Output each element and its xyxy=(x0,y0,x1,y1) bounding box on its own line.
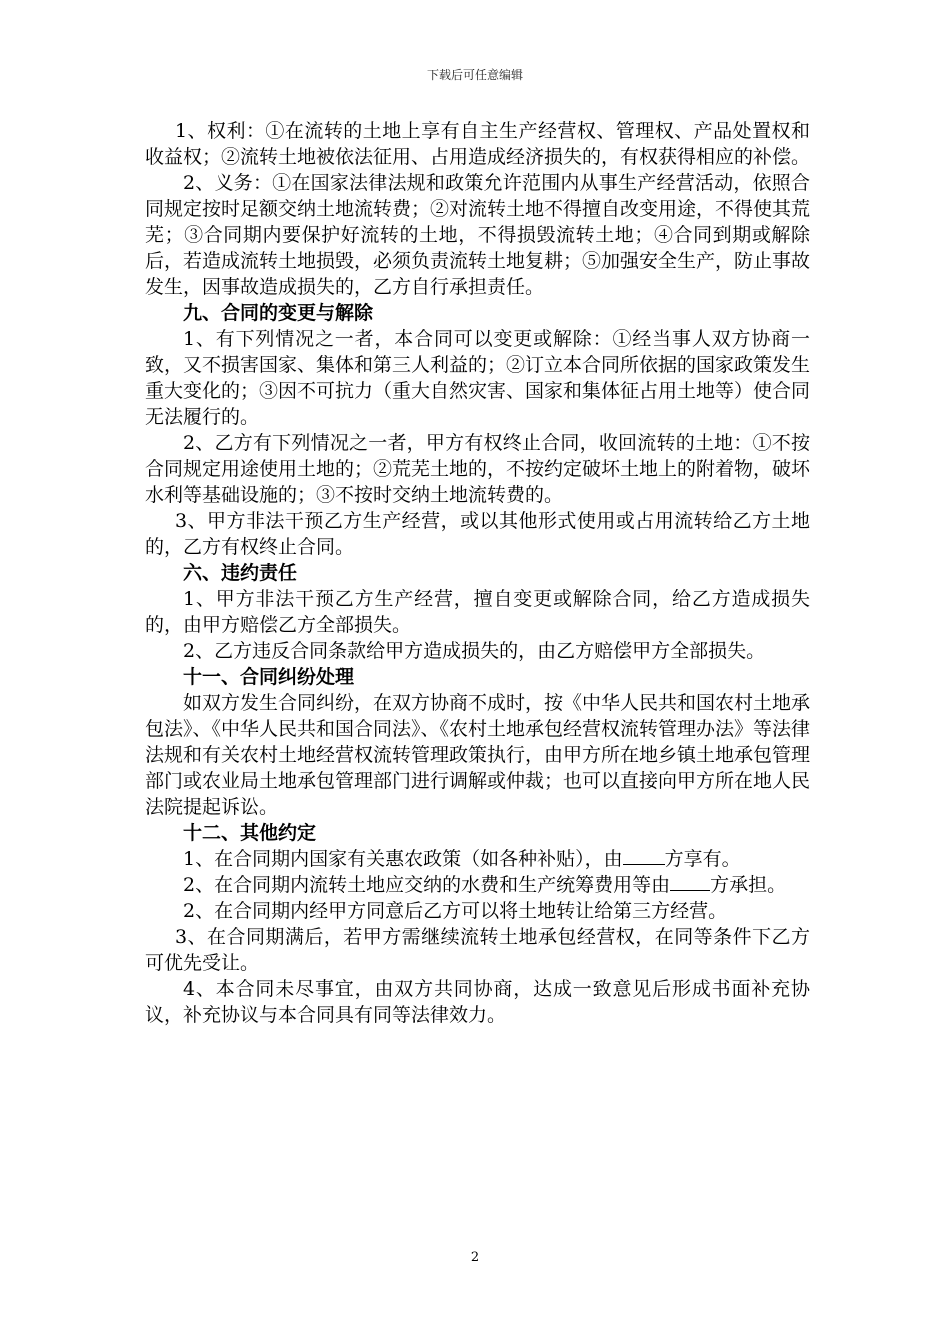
text-part: 1、在合同期内国家有关惠农政策（如各种补贴），由 xyxy=(183,848,623,870)
text-part: 2、在合同期内流转土地应交纳的水费和生产统筹费用等由 xyxy=(183,874,671,896)
paragraph-change-1: 1、有下列情况之一者，本合同可以变更或解除：①经当事人双方协商一致，又不损害国家、集体和第三人利益的；②订立本合同所依据的国家政策发生重大变化的；③因不可抗力（重大自然灾害、国家和集体征占用土地等）使合同无法履行的。 xyxy=(145,328,811,428)
paragraph-change-3: 3、甲方非法干预乙方生产经营，或以其他形式使用或占用流转给乙方土地的，乙方有权终止合同。 xyxy=(145,510,810,558)
section-heading-9: 九、合同的变更与解除 xyxy=(183,302,374,324)
paragraph-change-2: 2、乙方有下列情况之一者，甲方有权终止合同，收回流转的土地：①不按合同规定用途使用土地的；②荒芜土地的，不按约定破坏土地上的附着物，破坏水利等基础设施的；③不按时交纳土地流转费的。 xyxy=(145,432,811,506)
paragraph-other-3: 2、在合同期内经甲方同意后乙方可以将土地转让给第三方经营。 xyxy=(183,900,728,922)
paragraph-other-5: 4、本合同未尽事宜，由双方共同协商，达成一致意见后形成书面补充协议，补充协议与本合同具有同等法律效力。 xyxy=(145,978,810,1026)
blank-line xyxy=(623,846,665,865)
text-part: 方享有。 xyxy=(664,848,741,870)
text-part: 方承担。 xyxy=(710,874,787,896)
page-header: 下载后可任意编辑 xyxy=(426,68,523,82)
section-heading-12: 十二、其他约定 xyxy=(183,822,317,844)
paragraph-liability-2: 2、乙方违反合同条款给甲方造成损失的，由乙方赔偿甲方全部损失。 xyxy=(183,640,766,662)
paragraph-rights: 1、权利：①在流转的土地上享有自主生产经营权、管理权、产品处置权和收益权；②流转土地被依法征用、占用造成经济损失的，有权获得相应的补偿。 xyxy=(145,120,811,168)
section-heading-liability: 六、违约责任 xyxy=(183,562,298,584)
blank-line xyxy=(670,872,710,891)
document-body xyxy=(145,118,810,1028)
paragraph-other-1 xyxy=(145,846,810,872)
paragraph-liability-1: 1、甲方非法干预乙方生产经营，擅自变更或解除合同，给乙方造成损失的，由甲方赔偿乙方全部损失。 xyxy=(145,588,810,636)
paragraph-other-4: 3、在合同期满后，若甲方需继续流转土地承包经营权，在同等条件下乙方可优先受让。 xyxy=(145,926,810,974)
paragraph-other-2 xyxy=(145,872,810,898)
paragraph-dispute: 如双方发生合同纠纷，在双方协商不成时，按《中华人民共和国农村土地承包法》、《中华人民共和国合同法》、《农村土地承包经营权流转管理办法》等法律法规和有关农村土地经营权流转管理政策执行，由甲方所在地乡镇土地承包管理部门或农业局土地承包管理部门进行调解或仲裁；也可以直接向甲方所在地人民法院提起诉讼。 xyxy=(145,692,811,818)
section-heading-11: 十一、合同纠纷处理 xyxy=(183,666,355,688)
page-number: 2 xyxy=(470,1250,480,1265)
paragraph-obligations: 2、义务：①在国家法律法规和政策允许范围内从事生产经营活动，依照合同规定按时足额交纳土地流转费；②对流转土地不得擅自改变用途，不得使其荒芜；③合同期内要保护好流转的土地，不得损毁流转土地；④合同到期或解除后，若造成流转土地损毁，必须负责流转土地复耕；⑤加强安全生产，防止事故发生，因事故造成损失的，乙方自行承担责任。 xyxy=(145,172,811,298)
